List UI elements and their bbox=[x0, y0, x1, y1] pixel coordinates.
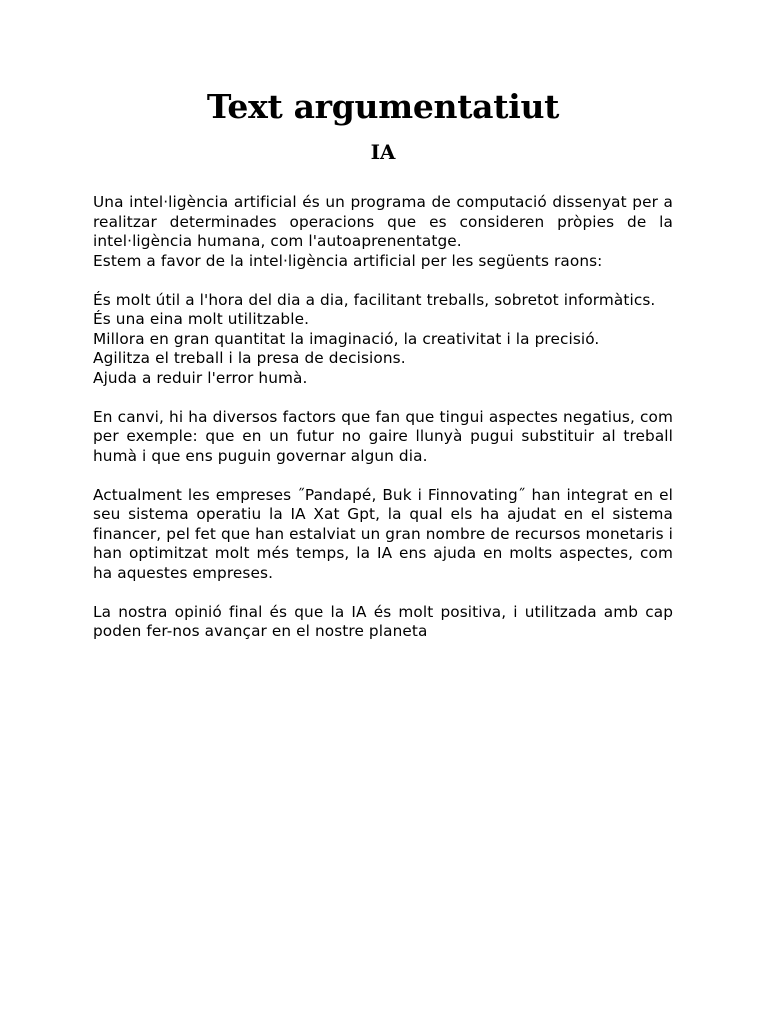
reason-item: És molt útil a l'hora del dia a dia, facilitant treballs, sobretot informàtics. bbox=[93, 290, 656, 309]
document-title: Text argumentatiut bbox=[206, 87, 560, 126]
reason-item: Ajuda a reduir l'error humà. bbox=[93, 368, 308, 387]
paragraph-gap bbox=[93, 271, 673, 291]
document-page bbox=[93, 86, 673, 642]
reason-item: És una eina molt utilitzable. bbox=[93, 310, 310, 328]
reason-item: Millora en gran quantitat la imaginació, la creativitat i la precisió. bbox=[93, 329, 600, 348]
intro-definition: Una intel·ligència artificial és un programa de computació dissenyat per a realitzar determinades operacions que es consideren pròpies de la intel·ligència humana, com l'autoaprenentatge. bbox=[93, 193, 673, 250]
counterargument-paragraph: En canvi, hi ha diversos factors que fan que tingui aspectes negatius, com per exemple: que en un futur no gaire llunyà pugui substituir al treball humà i que ens puguin governar algun dia. bbox=[93, 407, 673, 465]
document-subtitle: IA bbox=[370, 140, 396, 164]
companies-paragraph: Actualment les empreses ˝Pandapé, Buk i Finnovating˝ han integrat en el seu sistema operatiu la IA Xat Gpt, la qual els ha ajudat en el sistema financer, pel fet que han estalviat un gran nombre de recursos monetaris i han optimitzat molt més temps, la IA ens ajuda en molts aspectes, com ha aquestes empreses. bbox=[93, 485, 673, 582]
conclusion-paragraph: La nostra opinió final és que la IA és molt positiva, i utilitzada amb cap poden fer-nos avançar en el nostre planeta bbox=[93, 602, 673, 640]
paragraph-gap bbox=[93, 388, 673, 408]
document-body bbox=[93, 193, 673, 642]
reasons-list bbox=[93, 291, 673, 389]
paragraph-gap bbox=[93, 583, 673, 603]
paragraph-gap bbox=[93, 466, 673, 486]
reason-item: Agilitza el treball i la presa de decisions. bbox=[93, 349, 406, 367]
intro-favor: Estem a favor de la intel·ligència artificial per les següents raons: bbox=[93, 251, 603, 270]
